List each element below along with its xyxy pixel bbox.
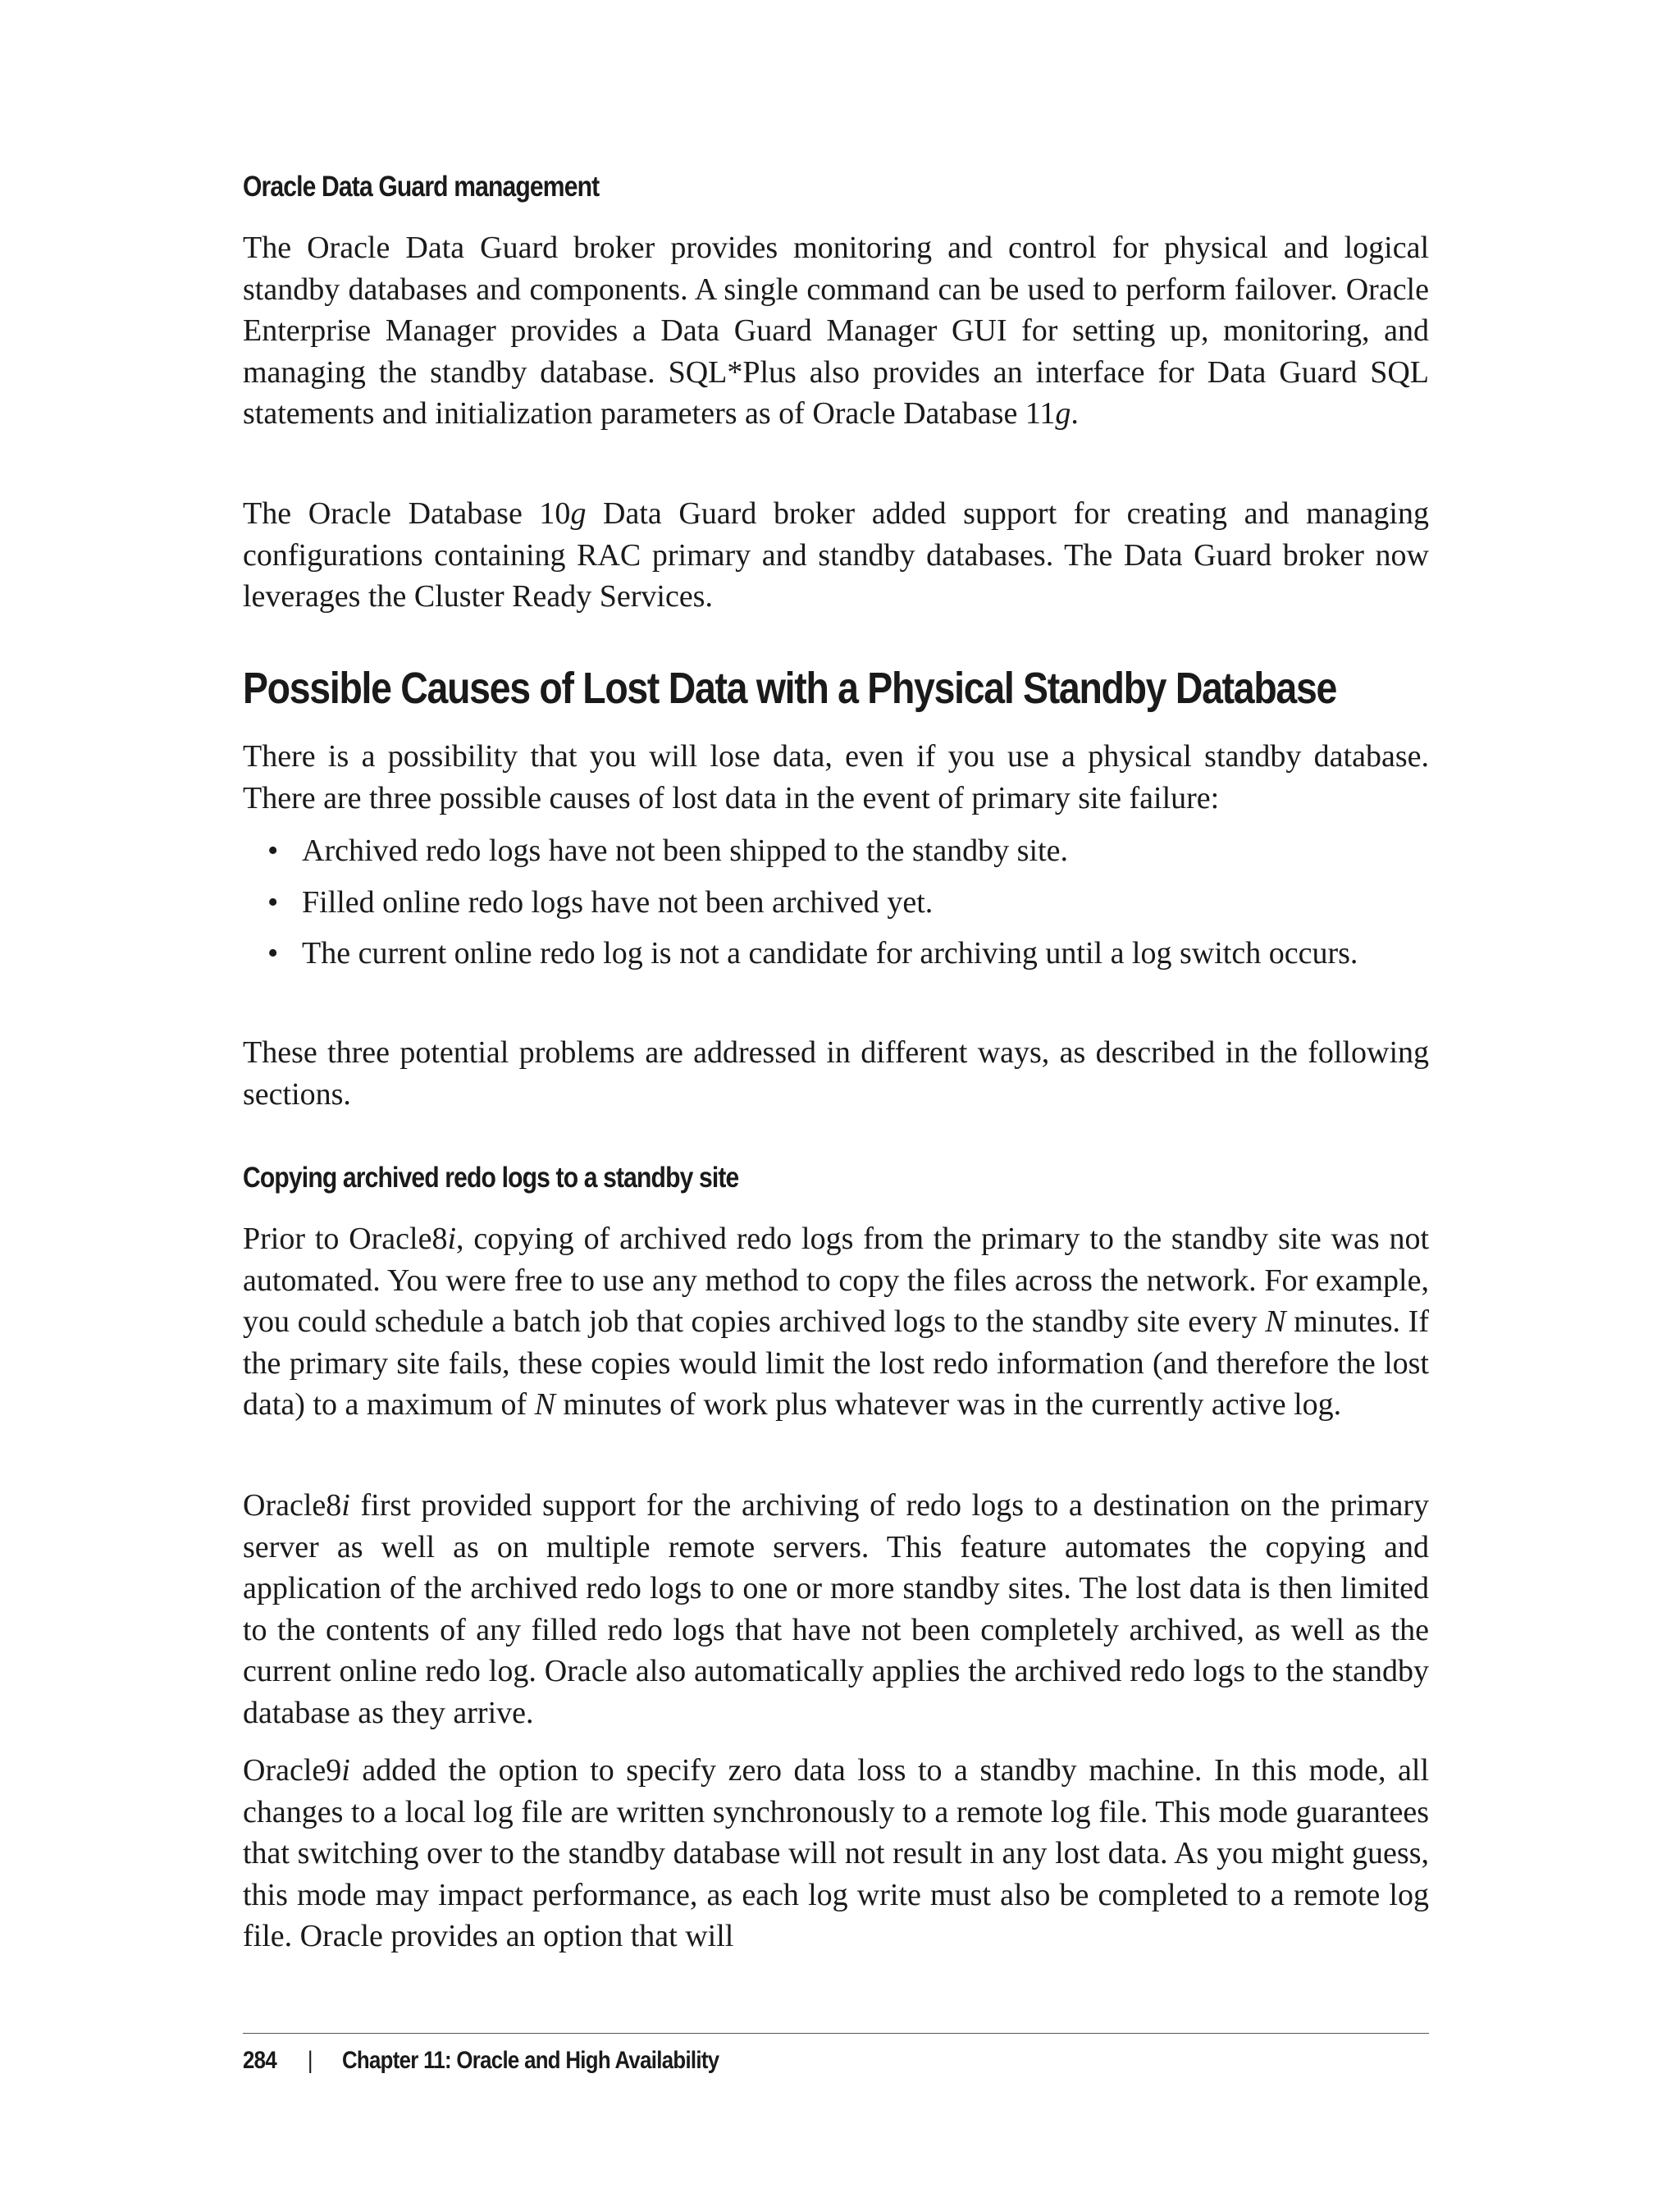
section-title-lost-data: Possible Causes of Lost Data with a Physical Standby Database — [243, 664, 1337, 713]
paragraph-lost-data-intro: There is a possibility that you will lose data, even if you use a physical standby database. There are three possible causes of lost data in the event of primary site failure: — [243, 739, 1429, 815]
page-number: 284 — [243, 2047, 276, 2074]
subsection-heading-data-guard-management: Oracle Data Guard management — [243, 171, 600, 203]
paragraph-oracle8i-support: Oracle8i first provided support for the archiving of redo logs to a destination on the primary server as well as on multiple remote servers. This feature automates the copying and application of the archived redo logs to one or more standby sites. The lost data is then limited to the contents of any filled redo logs that have not been completely archived, as well as the current online redo log. Oracle also automatically applies the archived redo logs to the standby database as they arrive. — [243, 1488, 1429, 1730]
paragraph-prior-to-oracle8i: Prior to Oracle8i, copying of archived redo logs from the primary to the standby site was not automated. You were free to use any method to copy the files across the network. For example, you could schedule a batch job that copies archived logs to the standby site every N minutes. If the primary site fails, these copies would limit the lost redo information (and therefore the lost data) to a maximum of N minutes of work plus whatever was in the currently active log. — [243, 1222, 1430, 1422]
paragraph-broker-overview: The Oracle Data Guard broker provides monitoring and control for physical and logical standby databases and components. A single command can be used to perform failover. Oracle Enterprise Manager provides a Data Guard Manager GUI for setting up, monitoring, and managing the standby database. SQL*Plus also provides an interface for Data Guard SQL statements and initialization parameters as of Oracle Database 11g. — [243, 231, 1429, 431]
paragraph-lost-data-outro: These three potential problems are addressed in different ways, as described in the following sections. — [243, 1035, 1429, 1112]
list-item: • The current online redo log is not a candidate for archiving until a log switch occurs. — [243, 933, 1429, 975]
bullet-icon: • — [267, 834, 279, 868]
bullet-icon: • — [267, 884, 279, 920]
bullet-icon: • — [267, 936, 279, 971]
paragraph-oracle9i-zero-loss: Oracle9i added the option to specify zero data loss to a standby machine. In this mode, all changes to a local log file are written synchronously to a remote log file. This mode guarantees that switching over to the standby database will not result in any lost data. As you might guess, this mode may impact performance, as each log write must also be completed to a remote log file. Oracle provides an option that will — [243, 1753, 1429, 1953]
page-footer — [243, 2047, 719, 2075]
bullet-list-causes — [243, 830, 1429, 975]
footer-separator: | — [307, 2047, 313, 2074]
paragraph-broker-rac: The Oracle Database 10g Data Guard broker added support for creating and managing configurations containing RAC primary and standby databases. The Data Guard broker now leverages the Cluster Ready Services. — [243, 496, 1429, 614]
list-item: • Archived redo logs have not been shipped to the standby site. — [243, 830, 1429, 872]
list-item: • Filled online redo logs have not been archived yet. — [243, 882, 1429, 924]
footer-divider — [243, 2033, 1429, 2034]
chapter-title: Chapter 11: Oracle and High Availability — [341, 2047, 719, 2074]
subsection-heading-copying-logs: Copying archived redo logs to a standby site — [243, 1162, 739, 1194]
